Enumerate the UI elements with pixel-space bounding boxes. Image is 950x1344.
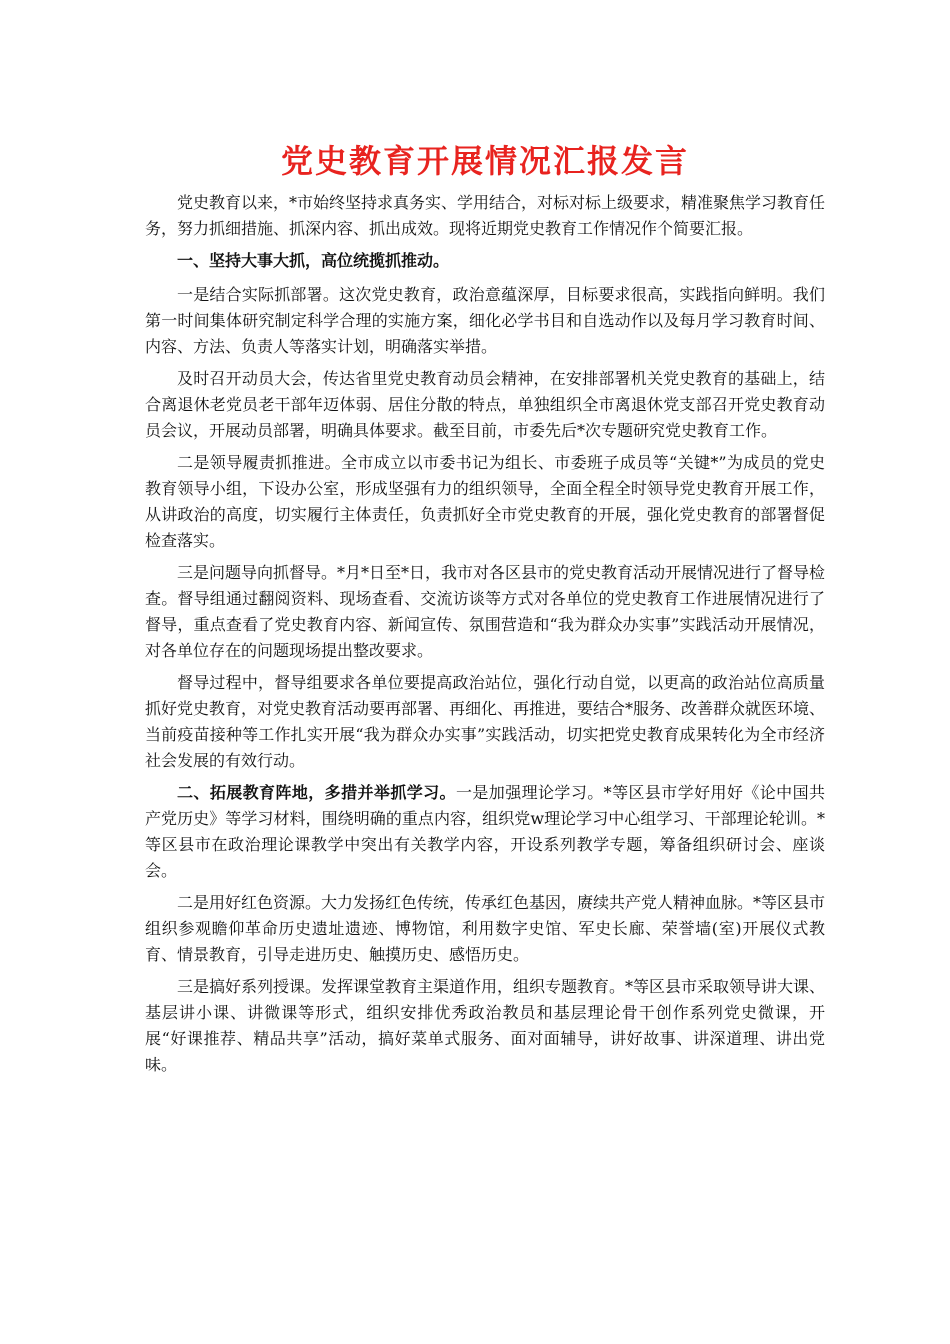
paragraph-intro <box>145 190 825 242</box>
paragraph-1-5 <box>145 670 825 774</box>
paragraph-text: 二是领导履责抓推进。全市成立以市委书记为组长、市委班子成员等“关键*”为成员的党史教育领导小组，下设办公室，形成坚强有力的组织领导，全面全程全时领导党史教育开展工作，从讲政治的高度，切实履行主体责任，负责抓好全市党史教育的开展，强化党史教育的部署督促检查落实。 <box>145 453 825 550</box>
paragraph-text: 二是用好红色资源。大力发扬红色传统，传承红色基因，赓续共产党人精神血脉。*等区县市组织参观瞻仰革命历史遗址遗迹、博物馆，利用数字史馆、军史长廊、荣誉墙(室)开展仪式教育、情景教育，引导走进历史、触摸历史、感悟历史。 <box>145 893 826 964</box>
paragraph-text: 党史教育以来，*市始终坚持求真务实、学用结合，对标对标上级要求，精准聚焦学习教育任务，努力抓细措施、抓深内容、抓出成效。现将近期党史教育工作情况作个简要汇报。 <box>145 193 826 238</box>
paragraph-text: 督导过程中，督导组要求各单位要提高政治站位，强化行动自觉，以更高的政治站位高质量抓好党史教育，对党史教育活动要再部署、再细化、再推进，要结合*服务、改善群众就医环境、当前疫苗接种等工作扎实开展“我为群众办实事”实践活动，切实把党史教育成果转化为全市经济社会发展的有效行动。 <box>145 673 826 770</box>
paragraph-1-3 <box>145 450 825 554</box>
document-title: 党史教育开展情况汇报发言 <box>280 142 689 180</box>
section-heading-text: 一、坚持大事大抓，高位统揽抓推动。 <box>177 251 450 270</box>
paragraph-text: 三是搞好系列授课。发挥课堂教育主渠道作用，组织专题教育。*等区县市采取领导讲大课、基层讲小课、讲微课等形式，组织安排优秀政治教员和基层理论骨干创作系列党史微课，开展“好课推荐、精品共享”活动，搞好菜单式服务、面对面辅导，讲好故事、讲深道理、讲出党味。 <box>145 977 826 1074</box>
paragraph-text: 一是结合实际抓部署。这次党史教育，政治意蕴深厚，目标要求很高，实践指向鲜明。我们第一时间集体研究制定科学合理的实施方案，细化必学书目和自选动作以及每月学习教育时间、内容、方法、负责人等落实计划，明确落实举措。 <box>145 285 825 356</box>
section-heading-2: 二、拓展教育阵地，多措并举抓学习。 <box>177 783 456 802</box>
document-page <box>145 136 825 1084</box>
paragraph-2-1 <box>145 780 825 884</box>
paragraph-2-2 <box>145 890 825 968</box>
paragraph-1-2 <box>145 366 825 444</box>
section-heading-1 <box>145 248 825 274</box>
paragraph-text: 及时召开动员大会，传达省里党史教育动员会精神，在安排部署机关党史教育的基础上，结合离退休老党员老干部年迈体弱、居住分散的特点，单独组织全市离退休党支部召开党史教育动员会议，开展动员部署，明确具体要求。截至目前，市委先后*次专题研究党史教育工作。 <box>145 369 825 440</box>
paragraph-text: 一是加强理论学习。*等区县市学好用好《论中国共产党历史》等学习材料，围绕明确的重点内容，组织党w理论学习中心组学习、干部理论轮训。*等区县市在政治理论课教学中突出有关教学内容，开设系列教学专题，筹备组织研讨会、座谈会。 <box>145 783 825 880</box>
paragraph-text: 三是问题导向抓督导。*月*日至*日，我市对各区县市的党史教育活动开展情况进行了督导检查。督导组通过翻阅资料、现场查看、交流访谈等方式对各单位的党史教育工作进展情况进行了督导，重点查看了党史教育内容、新闻宣传、氛围营造和“我为群众办实事”实践活动开展情况，对各单位存在的问题现场提出整改要求。 <box>145 563 826 660</box>
paragraph-2-3 <box>145 974 825 1078</box>
paragraph-1-4 <box>145 560 825 664</box>
paragraph-1-1 <box>145 282 825 360</box>
